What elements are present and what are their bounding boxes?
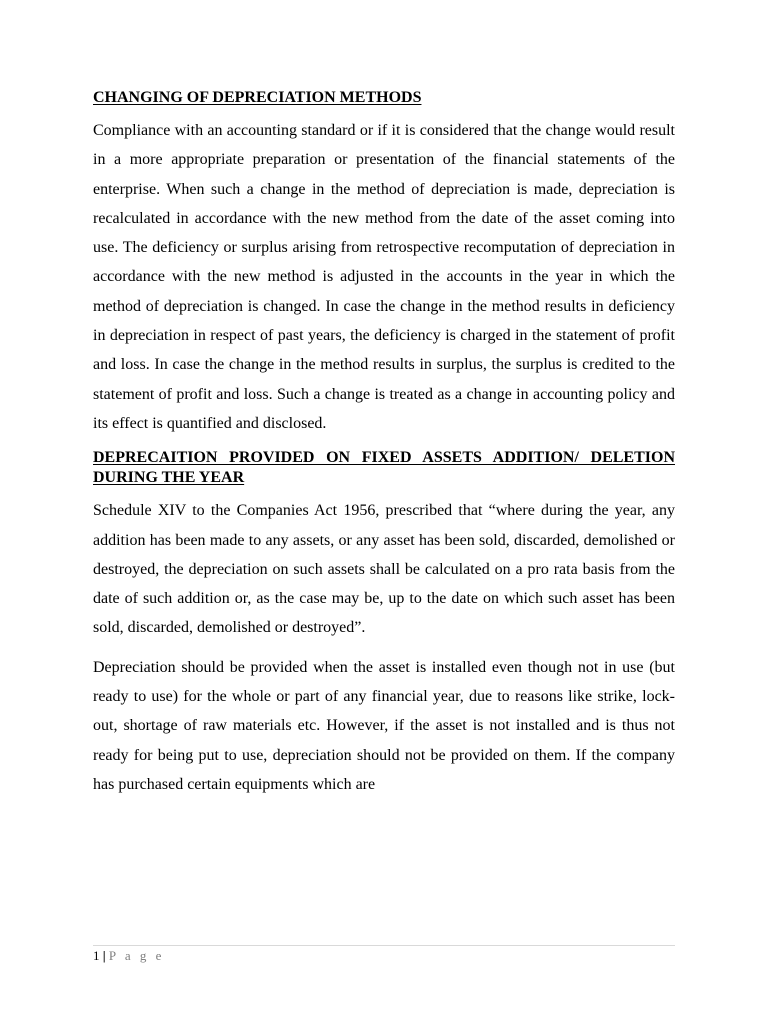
footer-separator: | — [102, 948, 106, 963]
section-heading-changing-methods: CHANGING OF DEPRECIATION METHODS — [93, 89, 422, 106]
paragraph-changing-methods: Compliance with an accounting standard or if it is considered that the change would result in a more appropriate preparation or presentation of the financial statements of the enterprise. When such a change in the method of depreciation is made, depreciation is recalculated in accordance with the new method from the date of the asset coming into use. The deficiency or surplus arising from retrospective recomputation of depreciation in accordance with the new method is adjusted in the accounts in the year in which the method of depreciation is changed. In case the change in the method results in deficiency in depreciation in respect of past years, the deficiency is charged in the statement of profit and loss. In case the change in the method results in surplus, the surplus is credited to the statement of profit and loss. Such a change is treated as a change in accounting policy and its effect is quantified and disclosed. — [93, 122, 675, 432]
paragraph-installed-assets: Depreciation should be provided when the asset is installed even though not in use (but ready to use) for the whole or part of any financial year, due to reasons like strike, lock-out, shortage of raw materials etc. However, if the asset is not installed and is thus not ready for being put to use, depreciation should not be provided on them. If the company has purchased certain equipments which are — [93, 658, 675, 793]
page-footer — [93, 948, 164, 964]
page-number: 1 — [93, 948, 100, 963]
footer-divider — [93, 945, 675, 946]
document-body — [93, 88, 675, 799]
page-label: P a g e — [108, 948, 165, 963]
section-heading-additions-deletions: DEPRECAITION PROVIDED ON FIXED ASSETS ADDITION/ DELETION DURING THE YEAR — [93, 449, 675, 487]
paragraph-schedule-xiv: Schedule XIV to the Companies Act 1956, prescribed that “where during the year, any addition has been made to any assets, or any asset has been sold, discarded, demolished or destroyed, the depreciation on such assets shall be calculated on a pro rata basis from the date of such addition or, as the case may be, up to the date on which such asset has been sold, discarded, demolished or destroyed”. — [93, 502, 675, 637]
